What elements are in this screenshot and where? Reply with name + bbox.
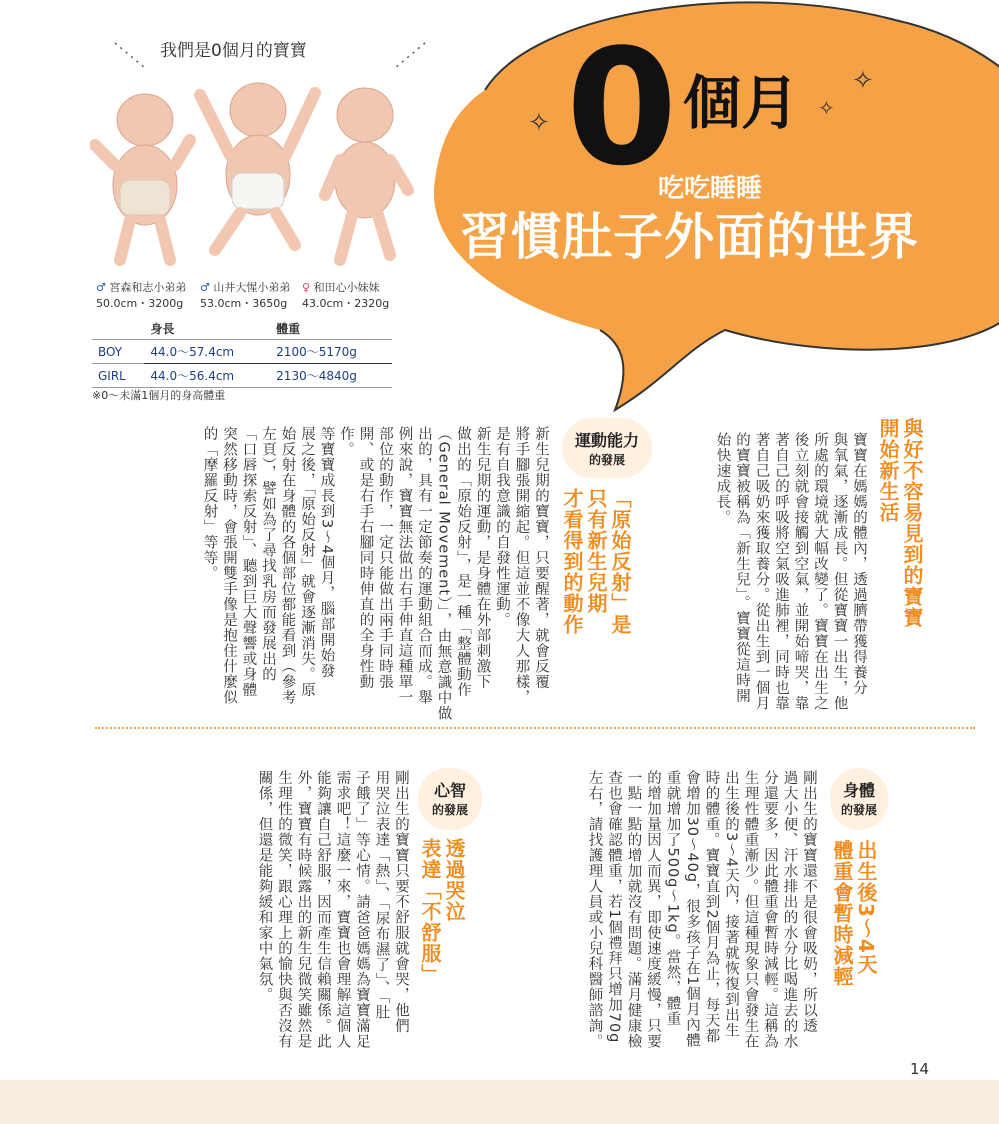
table-row: BOY 44.0〜57.4cm 2100〜5170g: [92, 340, 392, 364]
title-zero: 0: [566, 14, 678, 201]
female-icon: ♀: [302, 281, 311, 294]
baby-photo-2: [200, 83, 315, 250]
title-main: 習慣肚子外面的世界: [460, 208, 919, 266]
sparkle-icon: ✧: [852, 66, 874, 96]
sparkle-icon: ✧: [528, 108, 550, 138]
title-subtitle: 吃吃睡睡: [658, 174, 763, 204]
section4-body: 剛出生的寶寶只要不舒服就會哭，他們 用哭泣表達「熱」、「尿布濕了」、「肚 子餓了」等心情。請爸爸媽媽為寶寶滿足 需求吧！這麼一來，寶寶也會理解這個人 能夠讓自己舒服，因而產生信賴關係。此 外，寶寶有時候露出的新生兒微笑雖然是 生理性的微笑，跟心理上的愉快與否沒有 關係，但還是能夠緩和家中氣氛。: [256, 770, 409, 1049]
section2-heading: 「原始反射」是 只有新生兒期 才看得到的動作: [560, 488, 632, 635]
sparkle-icon: ✧: [818, 96, 835, 120]
size-table: [92, 318, 392, 388]
bottom-band: [0, 1080, 999, 1124]
male-icon: ♂: [96, 281, 106, 294]
photo-caption: 我們是0個月的寶寶: [160, 41, 307, 61]
baby-label-3: ♀ 和田心小妹妹 43.0cm・2320g: [302, 281, 390, 310]
baby-photos: [90, 75, 430, 275]
section1-body: 寶寶在媽媽的體內，透過臍帶獲得養分 與氧氣，逐漸成長。但從寶寶一出生，他 所處的環境就大幅改變了。寶寶在出生之 後立刻就會接觸到空氣，並開始啼哭，靠 著自己的呼吸將空氣吸進肺裡，同時也靠 著自己吸奶來獲取養分。從出生到一個月 的寶寶被稱為「新生兒」。寶寶從這時開 始快速成長。: [714, 432, 867, 711]
weight-header: 體重: [276, 322, 301, 336]
page-number: 14: [910, 1060, 930, 1078]
male-icon: ♂: [200, 281, 210, 294]
section3-heading: 出生後3〜4天 體重會暫時減輕: [830, 840, 878, 987]
section2-body: 新生兒期的寶寶，只要醒著，就會反覆 將手腳張開縮起。但這並不像大人那樣， 是有自我意識的自發性運動。 新生兒期的運動，是身體在外部刺激下 做出的「原始反射」，是一種「整體動作 （General Movement）」，由無意識中做 出的，具有一定節奏的運動組合而成。舉 例來說，寶寶無法做出右手伸直這種單一 部位的動作，一定只能做出兩手同時張 開、或是右手右腳同時伸直的全身性動 作。 等寶寶成長到3〜4個月，腦部開始發 展之後，「原始反射」就會逐漸消失。原 始反射在身體的各個部位都能看到（參考 左頁），譬如為了尋找乳房而發展出的 「口唇探索反射」、聽到巨大聲響或身體 突然移動時，會張開雙手像是抱住什麼似 的「摩羅反射」等等。: [201, 426, 549, 722]
baby-photo-1: [95, 94, 190, 260]
baby-photo-3: [325, 88, 408, 260]
title-month: 個月: [683, 69, 800, 137]
section4-heading: 透過哭泣 表達「不舒服」: [418, 838, 466, 985]
baby-label-2: ♂ 山井大惺小弟弟 53.0cm・3650g: [200, 281, 291, 310]
section2-bubble: 運動能力 的發展: [562, 418, 652, 478]
section-divider: [95, 727, 975, 729]
section1-heading: 與好不容易見到的寶寶 開始新生活: [876, 418, 924, 628]
section4-bubble: 心智 的發展: [418, 768, 482, 830]
height-header: 身長: [150, 322, 175, 336]
baby-label-1: ♂ 宮森和志小弟弟 50.0cm・3200g: [96, 281, 187, 310]
table-row: GIRL 44.0〜56.4cm 2130〜4840g: [92, 364, 392, 388]
size-note: ※0〜未滿1個月的身高體重: [92, 389, 226, 402]
section3-bubble: 身體 的發展: [830, 768, 888, 830]
section3-body: 剛出生的寶寶還不是很會吸奶，所以透 過大小便、汗水排出的水分比喝進去的水 分還要多，因此體重會暫時減輕。這稱為 生理性體重漸少。但這種現象只會發生在 出生後的3〜4天內，接著就恢復到出生 時的體重。寶寶直到2個月為止，每天都 會增加30〜40g，很多孩子在1個月內體 重就增加了500g〜1kg。當然，體重 的增加量因人而異，即使速度緩慢，只要 一點一點的增加就沒有問題。滿月健康檢 查也會確認體重，若1個禮拜只增加70g 左右，請找護理人員或小兒科醫師諮詢。: [586, 770, 817, 1049]
